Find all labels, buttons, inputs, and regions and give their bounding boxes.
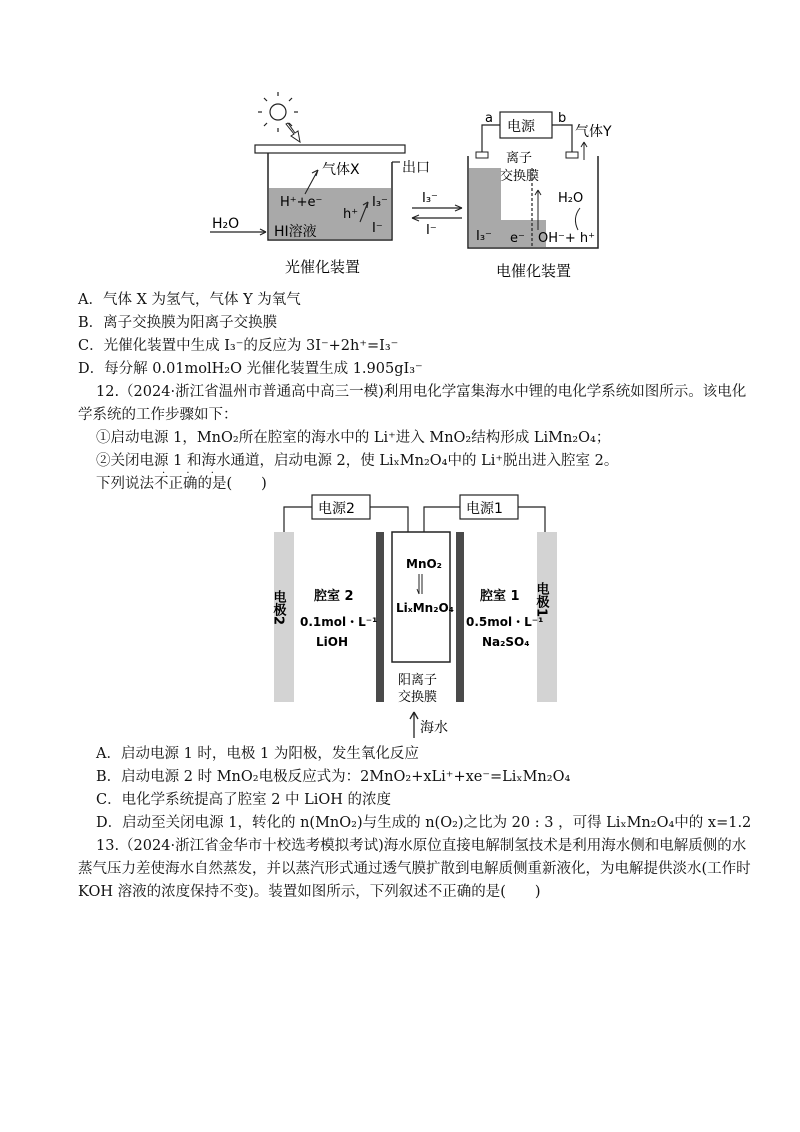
i-left-label: I⁻ xyxy=(372,221,383,236)
membrane-label-1: 离子 xyxy=(506,151,533,166)
q11-option-a: A．气体 X 为氢气，气体 Y 为氧气 xyxy=(78,292,301,308)
chamber2-solution: LiOH xyxy=(316,635,349,649)
figure-lithium-enrichment xyxy=(260,490,570,740)
q12-stem-line1: 12.（2024·浙江省温州市普通高中高三一模)利用电化学富集海水中锂的电化学系统如图所示。该电化 xyxy=(96,384,747,400)
power1-label: 电源1 xyxy=(466,501,503,517)
oh-h-label: OH⁻+ h⁺ xyxy=(538,231,595,246)
arrow-i-label: I⁻ xyxy=(426,223,437,238)
chamber1-label: 腔室 1 xyxy=(480,589,520,604)
electrode2-label: 电极2 xyxy=(270,590,286,626)
i3-right-label: I₃⁻ xyxy=(476,229,492,244)
electrode1-label: 电极1 xyxy=(533,582,549,618)
chamber2-label: 腔室 2 xyxy=(314,589,354,604)
gas-x-label: 气体X xyxy=(322,162,360,178)
q12-option-d: D．启动至关闭电源 1，转化的 n(MnO₂)与生成的 n(O₂)之比为 20 : 3 ，可得 LiₓMn₂O₄中的 x=1.2 xyxy=(96,815,752,831)
chamber2-conc: 0.1mol・L⁻¹ xyxy=(300,615,378,629)
q12-step2: ②关闭电源 1 和海水通道，启动电源 2，使 LiₓMn₂O₄中的 Li⁺脱出进入腔室 2。 xyxy=(96,453,619,469)
caption-photo: 光催化装置 xyxy=(285,258,361,276)
figure-photo-electro-catalysis xyxy=(200,90,620,290)
q12-ask: 下列说法不正确的是( ) xyxy=(96,476,267,492)
q13-stem-line2: 蒸气压力差使海水自然蒸发，并以蒸汽形式通过透气膜扩散到电解质侧重新液化，为电解提供淡水(工作时 xyxy=(78,861,751,877)
outlet-label: 出口 xyxy=(402,160,430,176)
q13-stem-line1: 13.（2024·浙江省金华市十校选考模拟考试)海水原位直接电解制氢技术是利用海水侧和电解质侧的水 xyxy=(96,838,747,854)
light-arrow-icon xyxy=(286,123,300,142)
q12-stem-line2: 学系统的工作步骤如下： xyxy=(78,407,238,423)
cation-membrane-label-1: 阳离子 xyxy=(398,673,438,688)
hi-solution-label: HI溶液 xyxy=(274,224,317,240)
seawater-label: 海水 xyxy=(420,720,448,736)
cation-membrane-right xyxy=(456,532,464,702)
mno2-electrode xyxy=(392,532,450,662)
membrane-label-2: 交换膜 xyxy=(500,169,540,184)
label-b: b xyxy=(558,111,567,126)
chamber1-conc: 0.5mol・L⁻¹ xyxy=(466,615,544,629)
lixmn2o4-label: LiₓMn₂O₄ xyxy=(396,601,454,615)
h2o-right-label: H₂O xyxy=(558,191,584,206)
e-minus-label: e⁻ xyxy=(510,231,525,246)
gas-y-label: 气体Y xyxy=(575,124,612,140)
q12-step1: ①启动电源 1，MnO₂所在腔室的海水中的 Li⁺进入 MnO₂结构形成 LiMn₂O₄； xyxy=(96,430,611,446)
q12-option-b: B．启动电源 2 时 MnO₂电极反应式为：2MnO₂+xLi⁺+xe⁻=LiₓMn₂O₄ xyxy=(96,769,571,785)
mno2-label: MnO₂ xyxy=(406,557,442,571)
q12-option-a: A．启动电源 1 时，电极 1 为阳极，发生氧化反应 xyxy=(96,746,419,762)
caption-electro: 电催化装置 xyxy=(496,262,572,280)
cation-membrane-label-2: 交换膜 xyxy=(398,690,438,705)
power2-label: 电源2 xyxy=(318,501,355,517)
label-a: a xyxy=(485,111,493,126)
sun-icon xyxy=(258,92,298,132)
h-plus-e-label: H⁺+e⁻ xyxy=(280,195,323,210)
power-label: 电源 xyxy=(507,119,535,135)
i3-left-label: I₃⁻ xyxy=(372,195,388,210)
q11-option-d: D．每分解 0.01molH₂O 光催化装置生成 1.905gI₃⁻ xyxy=(78,361,423,377)
q11-option-c: C．光催化装置中生成 I₃⁻的反应为 3I⁻+2h⁺=I₃⁻ xyxy=(78,338,399,354)
q12-option-c: C．电化学系统提高了腔室 2 中 LiOH 的浓度 xyxy=(96,792,392,808)
arrow-i3-label: I₃⁻ xyxy=(422,191,438,206)
q11-option-b: B．离子交换膜为阳离子交换膜 xyxy=(78,315,278,331)
emphasis-dots: · · · xyxy=(162,468,223,479)
chamber1-solution: Na₂SO₄ xyxy=(482,635,530,649)
q13-stem-line3: KOH 溶液的浓度保持不变)。装置如图所示，下列叙述不正确的是( ) xyxy=(78,884,541,900)
h-plus-label: h⁺ xyxy=(343,207,359,222)
h2o-inlet-label: H₂O xyxy=(212,216,240,232)
